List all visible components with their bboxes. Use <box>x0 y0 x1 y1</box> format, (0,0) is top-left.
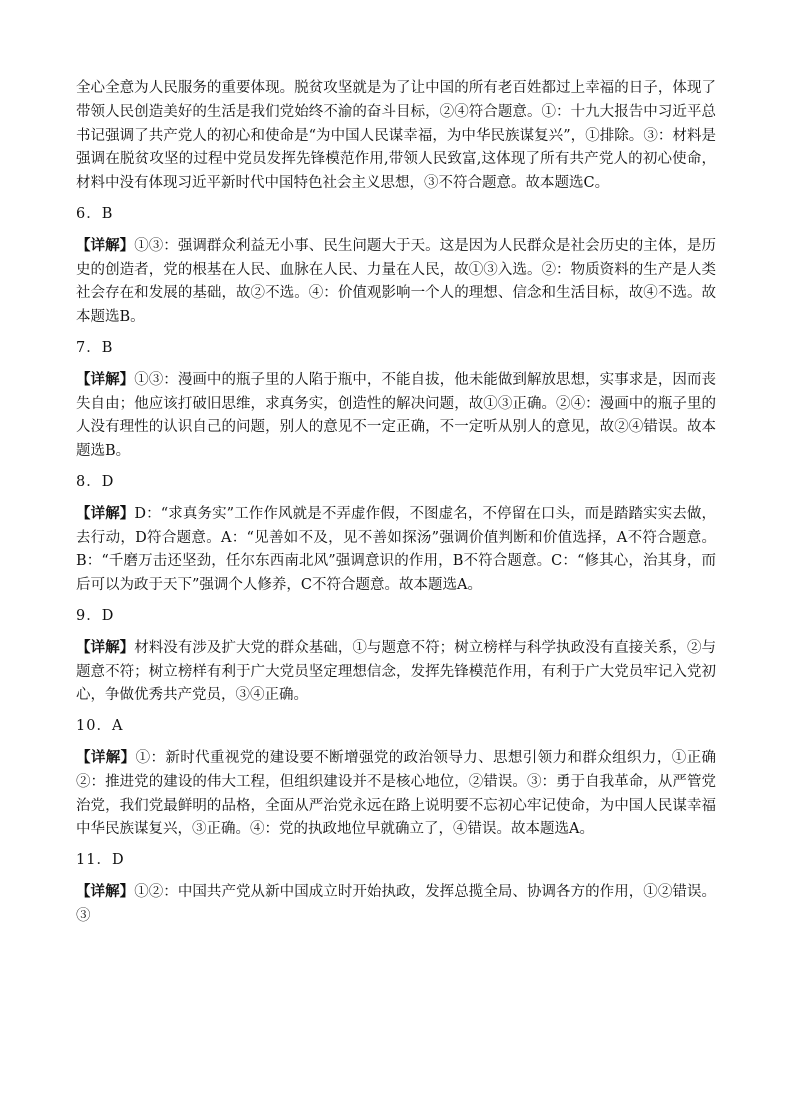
explanation-text: 材料没有涉及扩大党的群众基础，①与题意不符；树立榜样与科学执政没有直接关系，②与题意不符；树立榜样有利于广大党员坚定理想信念，发挥先锋模范作用，有利于广大党员牢记入党初心，争做优秀共产党员，③④正确。 <box>76 639 716 704</box>
detail-tag: 【详解】 <box>76 748 136 766</box>
explanation-text: D：“求真务实”工作作风就是不弄虚作假，不图虚名，不停留在口头，而是踏踏实实去做，去行动，D符合题意。A：“见善如不及，见不善如探汤”强调价值判断和价值选择，A不符合题意。B：“千磨万击还坚劲，任尔东西南北风”强调意识的作用，B不符合题意。C：“修其心，治其身，而后可以为政于天下”强调个人修养，C不符合题意。故本题选A。 <box>76 505 717 594</box>
question-explanation <box>76 234 716 330</box>
question-explanation <box>76 368 716 464</box>
question-8 <box>76 471 716 598</box>
question-10 <box>76 715 716 842</box>
question-number: 11．D <box>76 852 125 869</box>
explanation-text: ①②：中国共产党从新中国成立时开始执政，发挥总揽全局、协调各方的作用，①②错误。③ <box>76 883 716 924</box>
question-number: 9．D <box>76 607 115 624</box>
detail-tag: 【详解】 <box>76 370 135 388</box>
explanation-text: ①③：漫画中的瓶子里的人陷于瓶中，不能自拔，他未能做到解放思想，实事求是，因而丧失自由；他应该打破旧思维，求真务实，创造性的解决问题，故①③正确。②④：漫画中的瓶子里的人没有理性的认识自己的问题，别人的意见不一定正确，不一定听从别人的意见，故②④错误。故本题选B。 <box>76 371 716 460</box>
question-6 <box>76 203 716 330</box>
question-explanation <box>76 880 716 929</box>
detail-tag: 【详解】 <box>76 882 135 900</box>
question-7 <box>76 337 716 464</box>
question-9 <box>76 605 716 708</box>
document-content <box>76 77 716 936</box>
intro-paragraph: 全心全意为人民服务的重要体现。脱贫攻坚就是为了让中国的所有老百姓都过上幸福的日子，体现了带领人民创造美好的生活是我们党始终不渝的奋斗目标，②④符合题意。①：十九大报告中习近平总书记强调了共产党人的初心和使命是“为中国人民谋幸福，为中华民族谋复兴”，①排除。③：材料是强调在脱贫攻坚的过程中党员发挥先锋模范作用,带领人民致富,这体现了所有共产党人的初心使命，材料中没有体现习近平新时代中国特色社会主义思想，③不符合题意。故本题选C。 <box>76 80 716 192</box>
detail-tag: 【详解】 <box>76 638 135 656</box>
question-number: 8．D <box>76 473 115 490</box>
question-number: 7．B <box>76 339 114 356</box>
question-explanation <box>76 636 716 708</box>
explanation-text: ①③：强调群众利益无小事、民生问题大于天。这是因为人民群众是社会历史的主体，是历史的创造者，党的根基在人民、血脉在人民、力量在人民，故①③入选。②：物质资料的生产是人类社会存在和发展的基础，故②不选。④：价值观影响一个人的理想、信念和生活目标，故④不选。故本题选B。 <box>76 237 716 326</box>
question-number: 6．B <box>76 205 114 222</box>
question-11 <box>76 849 716 928</box>
explanation-text: ①：新时代重视党的建设要不断增强党的政治领导力、思想引领力和群众组织力，①正确②：推进党的建设的伟大工程，但组织建设并不是核心地位，②错误。③：勇于自我革命，从严管党治党，我们党最鲜明的品格，全面从严治党永远在路上说明要不忘初心牢记使命，为中国人民谋幸福中华民族谋复兴，③正确。④：党的执政地位早就确立了，④错误。故本题选A。 <box>76 749 717 838</box>
question-explanation <box>76 502 716 598</box>
question-number: 10．A <box>76 718 124 735</box>
detail-tag: 【详解】 <box>76 504 135 522</box>
question-explanation <box>76 746 716 842</box>
detail-tag: 【详解】 <box>76 236 135 254</box>
